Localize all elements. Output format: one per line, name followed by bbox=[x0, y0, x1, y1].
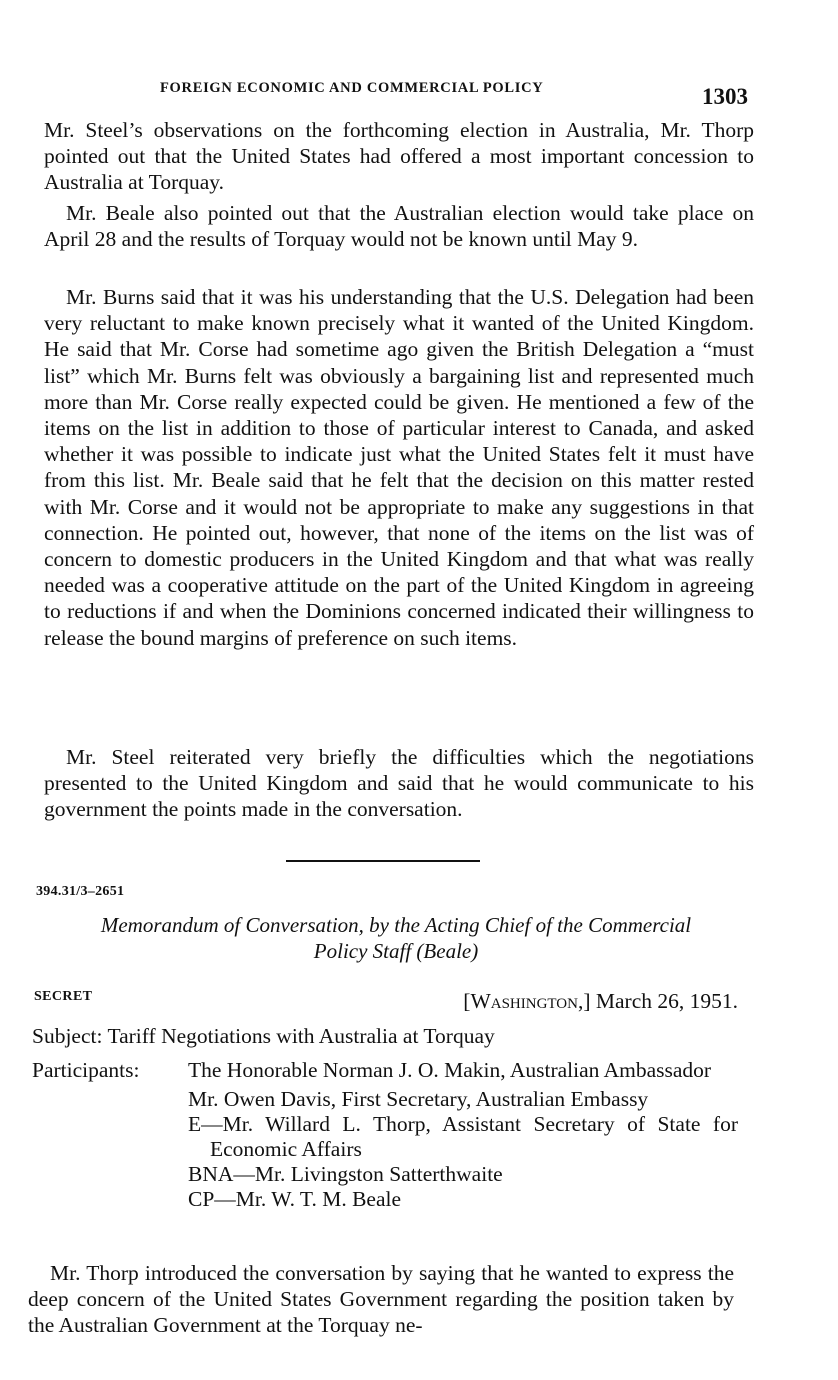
dateline-prefix: [ bbox=[463, 989, 471, 1013]
page-number: 1303 bbox=[702, 84, 748, 109]
body-paragraph-text: Mr. Steel reiterated very briefly the difficulties which the negotiations presented to the United Kingdom and said that he would communicate to his government the points made in the conversation. bbox=[44, 745, 754, 822]
section-divider bbox=[286, 860, 480, 862]
body-paragraph-text: Mr. Steel’s observations on the forthcoming election in Australia, Mr. Thorp pointed out that the United States had offered a most important concession to Australia at Torquay. bbox=[44, 118, 754, 195]
body-paragraph-3 bbox=[44, 284, 754, 651]
body-paragraph-text: Mr. Burns said that it was his understanding that the U.S. Delegation had been very reluctant to make known precisely what it wanted of the United Kingdom. He said that Mr. Corse had sometime ago given the British Delegation a “must list” which Mr. Burns felt was obviously a bargaining list and represented much more than Mr. Corse really expected could be given. He mentioned a few of the items on the list in addition to those of particular interest to Canada, and asked whether it was possible to indicate just what the United States felt it must have from this list. Mr. Beale said that he felt that the decision on this matter rested with Mr. Corse and it would not be appropriate to make any suggestions in that connection. He pointed out, however, that none of the items on the list was of concern to domestic producers in the United Kingdom and that what was really needed was a cooperative attitude on the part of the United Kingdom in agreeing to reductions if and when the Dominions concerned indicated their willingness to release the bound margins of preference on such items. bbox=[44, 285, 754, 650]
participant-item: Mr. Owen Davis, First Secretary, Australian Embassy bbox=[188, 1087, 649, 1111]
participant-item: The Honorable Norman J. O. Makin, Australian Ambassador bbox=[188, 1058, 712, 1082]
participants-label: Participants: bbox=[32, 1058, 140, 1082]
participant-item: BNA—Mr. Livingston Satterthwaite bbox=[188, 1162, 503, 1186]
subject-line: Subject: Tariff Negotiations with Australia at Torquay bbox=[32, 1024, 495, 1048]
memo-title-line-2: Policy Staff (Beale) bbox=[313, 939, 479, 963]
body-paragraph-4 bbox=[44, 744, 754, 823]
memo-title bbox=[28, 912, 764, 964]
dateline bbox=[463, 989, 738, 1014]
participant-item: E—Mr. Willard L. Thorp, Assistant Secretary of State for Economic Affairs bbox=[188, 1112, 738, 1161]
body-paragraph-2 bbox=[44, 200, 754, 252]
dateline-place: Washington, bbox=[470, 989, 584, 1013]
participants-list bbox=[188, 1058, 738, 1212]
running-head: FOREIGN ECONOMIC AND COMMERCIAL POLICY bbox=[160, 80, 544, 96]
body-paragraph-text: Mr. Thorp introduced the conversation by saying that he wanted to express the deep concern of the United States Government regarding the position taken by the Australian Government at the Torquay ne- bbox=[28, 1261, 734, 1337]
body-paragraph-1 bbox=[44, 117, 754, 196]
memo-title-line-1: Memorandum of Conversation, by the Acting Chief of the Commercial bbox=[100, 913, 692, 937]
memo-opening-paragraph bbox=[28, 1260, 734, 1338]
classification-label: SECRET bbox=[34, 989, 93, 1004]
dateline-date: ] March 26, 1951. bbox=[583, 989, 738, 1013]
participant-item: CP—Mr. W. T. M. Beale bbox=[188, 1187, 402, 1211]
body-paragraph-text: Mr. Beale also pointed out that the Australian election would take place on April 28 and the results of Torquay would not be known until May 9. bbox=[44, 201, 754, 252]
file-number: 394.31/3–2651 bbox=[36, 884, 125, 899]
